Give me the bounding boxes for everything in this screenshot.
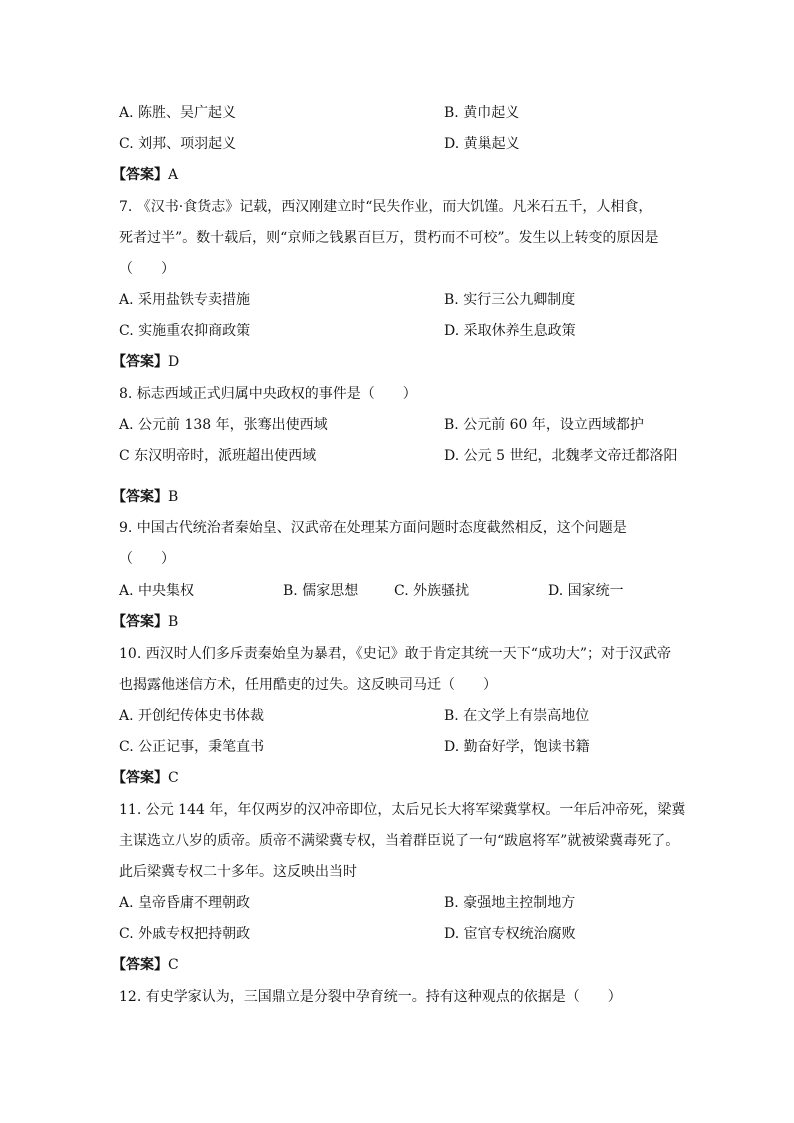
q11-stem-line-3: 此后梁冀专权二十多年。这反映出当时 — [119, 864, 357, 880]
q10-option-c: C. 公正记事，秉笔直书 — [119, 739, 265, 755]
q6-option-c: C. 刘邦、项羽起义 — [119, 136, 237, 152]
q7-option-d: D. 采取休养生息政策 — [444, 323, 576, 339]
q9-option-d: D. 国家统一 — [548, 583, 624, 599]
q12-stem-line-1: 12. 有史学家认为，三国鼎立是分裂中孕育统一。持有这种观点的依据是（ ） — [119, 989, 622, 1005]
q9-answer: 【答案】B — [112, 614, 179, 630]
q11-stem-line-1: 11. 公元 144 年，年仅两岁的汉冲帝即位，太后兄长大将军梁冀掌权。一年后冲帝死，梁冀 — [119, 802, 686, 818]
q9-blank: （ ） — [119, 551, 175, 567]
q11-answer: 【答案】C — [112, 957, 179, 973]
q6-option-d: D. 黄巢起义 — [444, 136, 520, 152]
q6-option-a: A. 陈胜、吴广起义 — [119, 105, 237, 121]
q7-option-b: B. 实行三公九卿制度 — [444, 292, 576, 308]
q10-option-b: B. 在文学上有崇高地位 — [444, 708, 590, 724]
q8-option-b: B. 公元前 60 年，设立西域都护 — [444, 417, 644, 433]
q10-stem-line-1: 10. 西汉时人们多斥责秦始皇为暴君，《史记》敢于肯定其统一天下“成功大”；对于汉武帝 — [119, 646, 672, 662]
q9-option-b: B. 儒家思想 — [283, 583, 359, 599]
q7-option-a: A. 采用盐铁专卖措施 — [119, 292, 251, 308]
q10-option-d: D. 勤奋好学，饱读书籍 — [444, 739, 590, 755]
q8-option-c: C 东汉明帝时，派班超出使西域 — [119, 448, 317, 464]
q9-stem-line-1: 9. 中国古代统治者秦始皇、汉武帝在处理某方面问题时态度截然相反，这个问题是 — [119, 520, 627, 536]
q9-option-c: C. 外族骚扰 — [394, 583, 470, 599]
q11-option-a: A. 皇帝昏庸不理朝政 — [119, 895, 251, 911]
q7-option-c: C. 实施重农抑商政策 — [119, 323, 251, 339]
q11-option-d: D. 宦官专权统治腐败 — [444, 926, 576, 942]
q7-answer: 【答案】D — [112, 354, 180, 370]
q11-stem-line-2: 主谋选立八岁的质帝。质帝不满梁冀专权，当着群臣说了一句“跋扈将军”就被梁冀毒死了。 — [119, 833, 680, 849]
q9-option-a: A. 中央集权 — [119, 583, 195, 599]
q10-stem-line-2: 也揭露他迷信方术，任用酷吏的过失。这反映司马迁（ ） — [119, 677, 497, 693]
q10-option-a: A. 开创纪传体史书体裁 — [119, 708, 265, 724]
q10-answer: 【答案】C — [112, 770, 179, 786]
q8-option-d: D. 公元 5 世纪，北魏孝文帝迁都洛阳 — [444, 448, 678, 464]
q6-answer: 【答案】A — [112, 167, 179, 183]
q7-blank: （ ） — [119, 261, 175, 277]
q11-option-c: C. 外戚专权把持朝政 — [119, 926, 251, 942]
q6-option-b: B. 黄巾起义 — [444, 105, 520, 121]
q8-answer: 【答案】B — [112, 489, 179, 505]
q7-stem-line-1: 7. 《汉书·食货志》记载，西汉刚建立时“民失作业，而大饥馑。凡米石五千，人相食， — [119, 199, 653, 215]
q8-option-a: A. 公元前 138 年，张骞出使西域 — [119, 417, 328, 433]
q8-stem-line-1: 8. 标志西域正式归属中央政权的事件是（ ） — [119, 386, 417, 402]
q7-stem-line-2: 死者过半”。数十载后，则“京师之钱累百巨万，贯朽而不可校”。发生以上转变的原因是 — [119, 230, 659, 246]
q11-option-b: B. 豪强地主控制地方 — [444, 895, 576, 911]
